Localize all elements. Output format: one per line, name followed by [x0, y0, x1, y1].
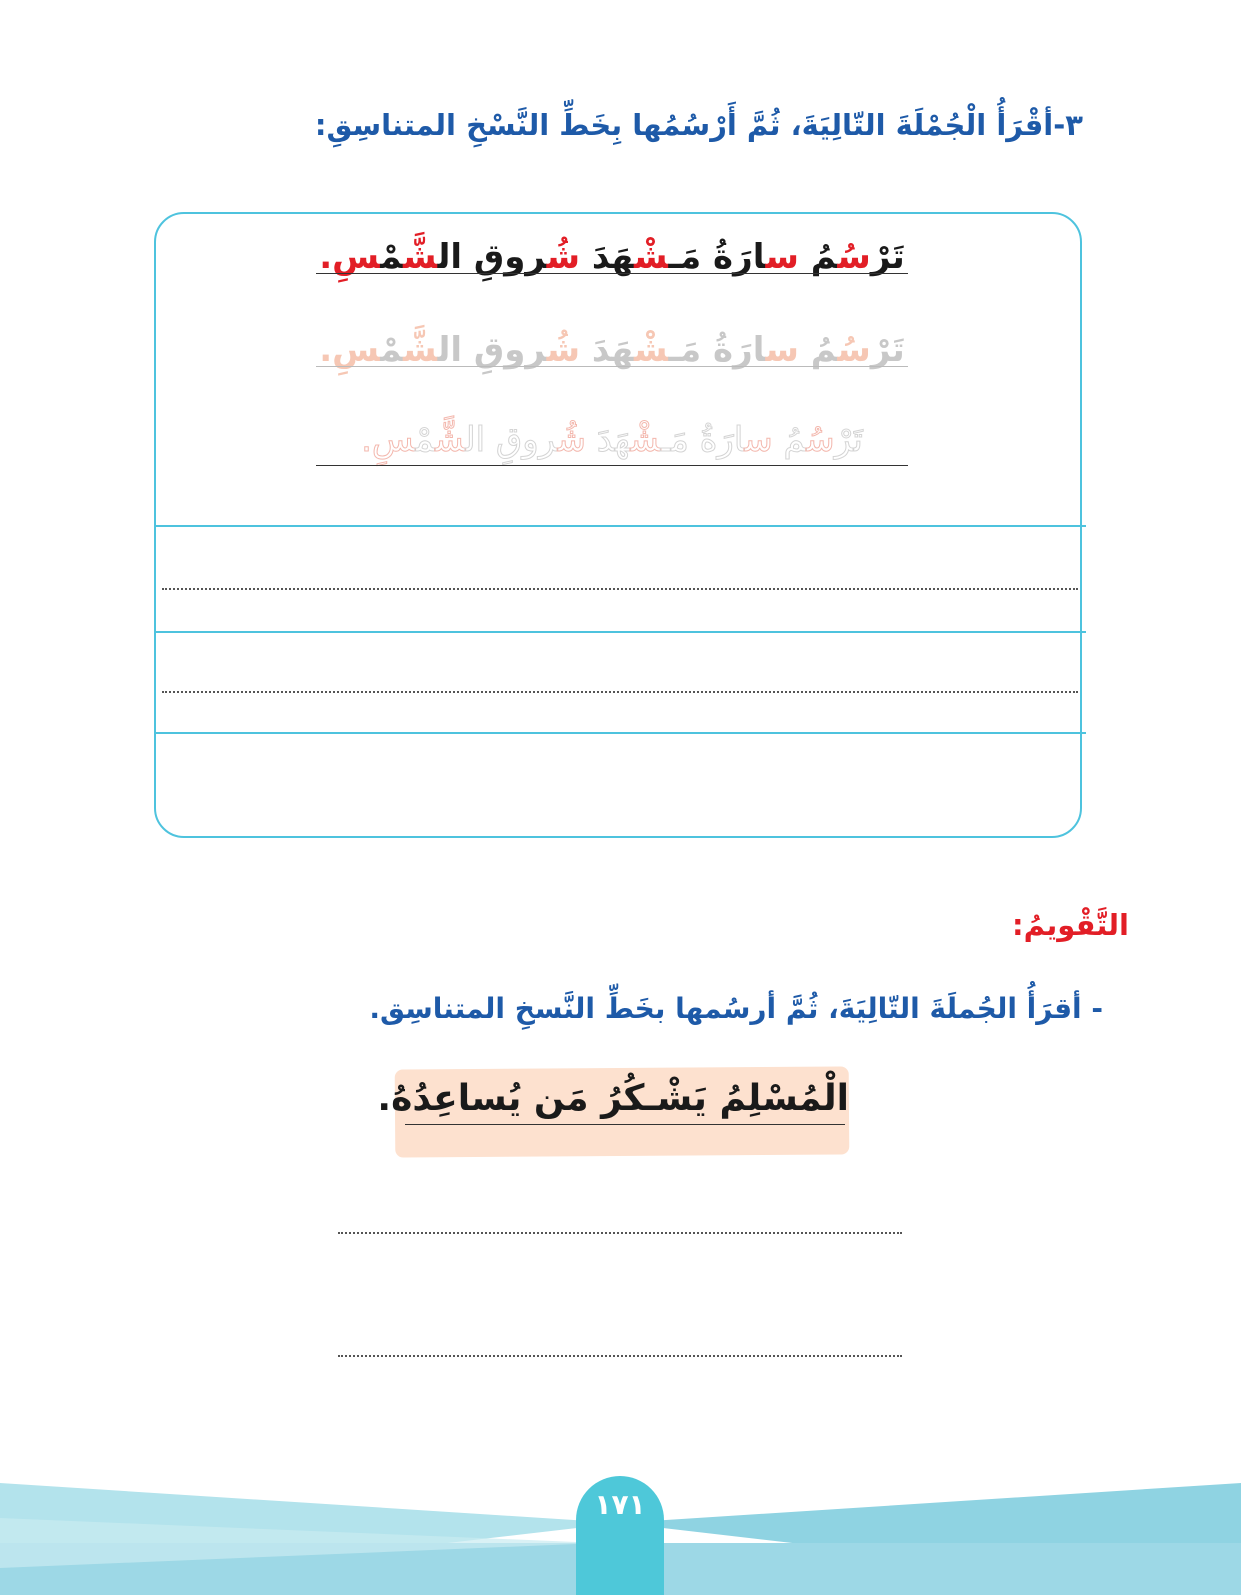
highlight-letter: ش — [633, 237, 669, 277]
answer-line-1[interactable] — [338, 1232, 902, 1234]
word-part: تَرْ — [870, 237, 905, 277]
word-part: ْهَدَ — [585, 420, 631, 460]
trace-sentence[interactable] — [316, 420, 908, 460]
highlight-letter: شَّ — [403, 237, 438, 277]
highlight-letter: ش — [630, 420, 661, 460]
exercise-instruction — [315, 108, 1083, 142]
highlight-letter: شُ — [546, 330, 581, 370]
exercise-instruction-text: أقْرَأُ الْجُمْلَةَ التّالِيَةَ، ثُمَّ أَرْسُمُها بِخَطِّ النَّسْخِ المتناسِقِ: — [314, 108, 1054, 142]
highlight-letter: سُ — [837, 330, 871, 370]
baseline-1 — [316, 273, 908, 274]
writing-line-2[interactable] — [162, 691, 1078, 693]
evaluation-baseline — [405, 1124, 845, 1125]
word-part: روقِ ال — [465, 420, 558, 460]
baseline-3 — [316, 465, 908, 466]
evaluation-title: التَّقْويمُ: — [1012, 908, 1129, 942]
highlight-letter: سِ. — [319, 330, 381, 370]
row-divider — [154, 732, 1086, 734]
evaluation-instruction: - أقرَأُ الجُملَةَ التّالِيَةَ، ثُمَّ أرسُمها بخَطِّ النَّسخِ المتناسِق. — [369, 992, 1103, 1025]
highlight-letter: سُ — [806, 420, 835, 460]
writing-line-1[interactable] — [162, 588, 1078, 590]
highlight-letter: شَّ — [403, 330, 438, 370]
word-part: ْهَدَ — [580, 237, 634, 277]
word-part: تَرْ — [834, 420, 863, 460]
highlight-letter: س — [744, 420, 773, 460]
highlight-letter: سُ — [837, 237, 871, 277]
word-part: روقِ ال — [437, 330, 547, 370]
word-part: مْ — [415, 420, 435, 460]
model-sentence — [316, 237, 908, 277]
exercise-number: ٣- — [1053, 108, 1083, 142]
word-part: مُ — [798, 330, 838, 370]
word-part: مُ — [772, 420, 807, 460]
row-divider — [154, 631, 1086, 633]
word-part: ارَةُ مَـ — [660, 420, 745, 460]
faded-sentence — [316, 330, 908, 370]
handwriting-practice-box — [154, 212, 1082, 838]
highlight-letter: س — [765, 237, 799, 277]
highlight-letter: شَّ — [434, 420, 466, 460]
word-part: مْ — [380, 237, 404, 277]
evaluation-sentence: الْمُسْلِمُ يَشْـكُرُ مَن يُساعِدُهُ. — [377, 1078, 849, 1119]
word-part: ْهَدَ — [580, 330, 634, 370]
word-part: تَرْ — [870, 330, 905, 370]
row-divider — [154, 525, 1086, 527]
word-part: ارَةُ مَـ — [668, 237, 766, 277]
highlight-letter: ش — [633, 330, 669, 370]
answer-line-2[interactable] — [338, 1355, 902, 1357]
highlight-letter: سِ. — [361, 420, 416, 460]
page-number: ١٧١ — [594, 1488, 646, 1521]
highlight-letter: سِ. — [319, 237, 381, 277]
word-part: ارَةُ مَـ — [668, 330, 766, 370]
highlight-letter: شُ — [546, 237, 581, 277]
word-part: مْ — [380, 330, 404, 370]
word-part: روقِ ال — [437, 237, 547, 277]
baseline-2 — [316, 366, 908, 367]
highlight-letter: س — [765, 330, 799, 370]
highlight-letter: شُ — [557, 420, 586, 460]
word-part: مُ — [798, 237, 838, 277]
